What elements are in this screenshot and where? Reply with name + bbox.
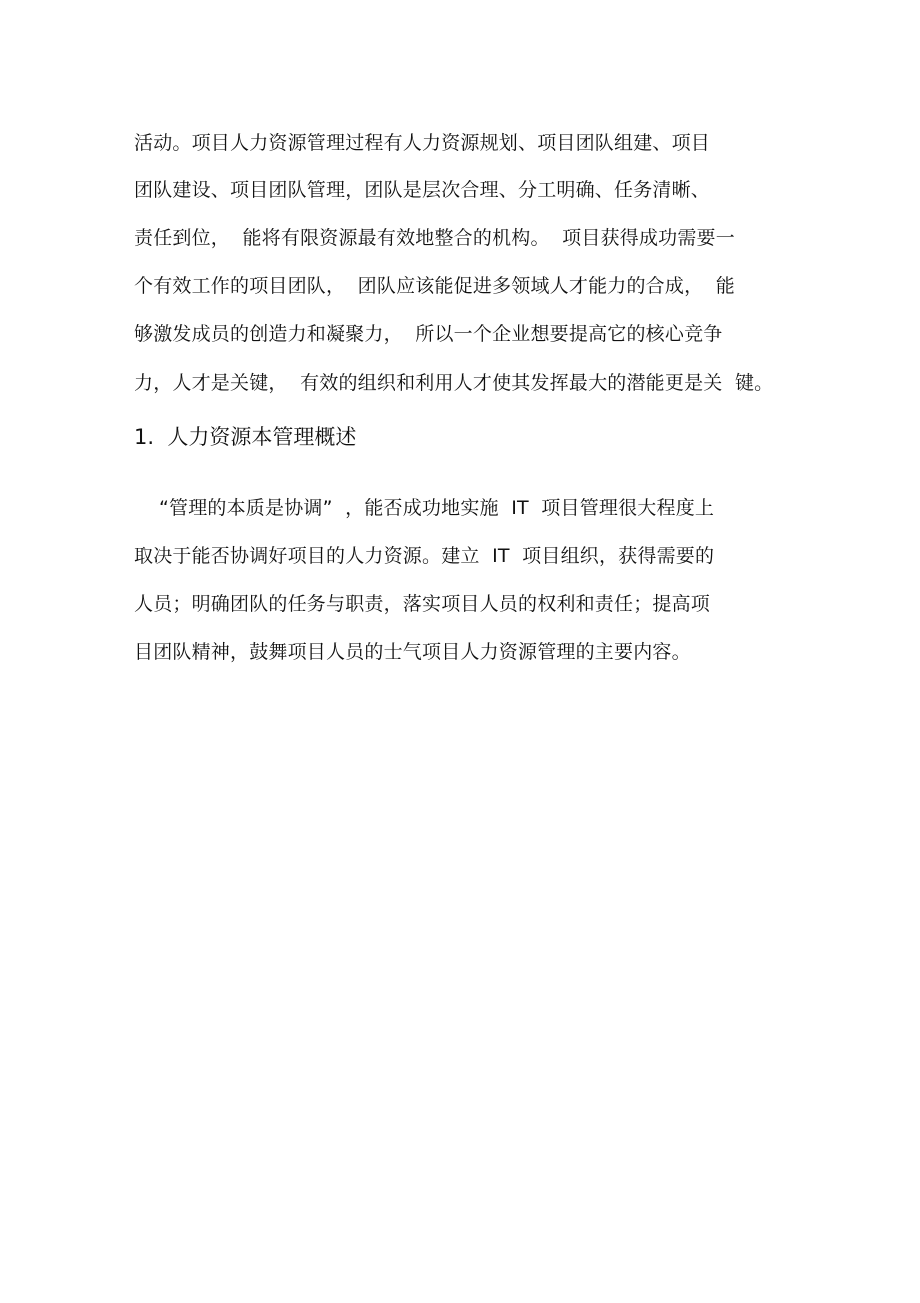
paragraph-1-line-3: 责任到位， 能将有限资源最有效地整合的机构。 项目获得成功需要一 [134, 227, 735, 249]
paragraph-1-line-4: 个有效工作的项目团队， 团队应该能促进多领域人才能力的合成， 能 [134, 275, 735, 297]
paragraph-2-line-3: 人员；明确团队的任务与职责，落实项目人员的权利和责任；提高项 [134, 593, 711, 615]
section-heading: 1. 人力资源本管理概述 [134, 425, 357, 449]
paragraph-2-line-2: 取决于能否协调好项目的人力资源。建立 IT 项目组织，获得需要的 [134, 545, 715, 567]
paragraph-2-line-4: 目团队精神，鼓舞项目人员的士气项目人力资源管理的主要内容。 [134, 641, 691, 663]
paragraph-2-line-1: “管理的本质是协调” ，能否成功地实施 IT 项目管理很大程度上 [134, 497, 715, 519]
paragraph-1-line-2: 团队建设、项目团队管理，团队是层次合理、分工明确、任务清晰、 [134, 179, 711, 201]
paragraph-1-line-1: 活动。项目人力资源管理过程有人力资源规划、项目团队组建、项目 [134, 132, 711, 154]
paragraph-1-line-5: 够激发成员的创造力和凝聚力， 所以一个企业想要提高它的核心竞争 [134, 323, 723, 345]
paragraph-1-line-6: 力，人才是关键， 有效的组织和利用人才使其发挥最大的潜能更是关 键。 [134, 372, 774, 394]
